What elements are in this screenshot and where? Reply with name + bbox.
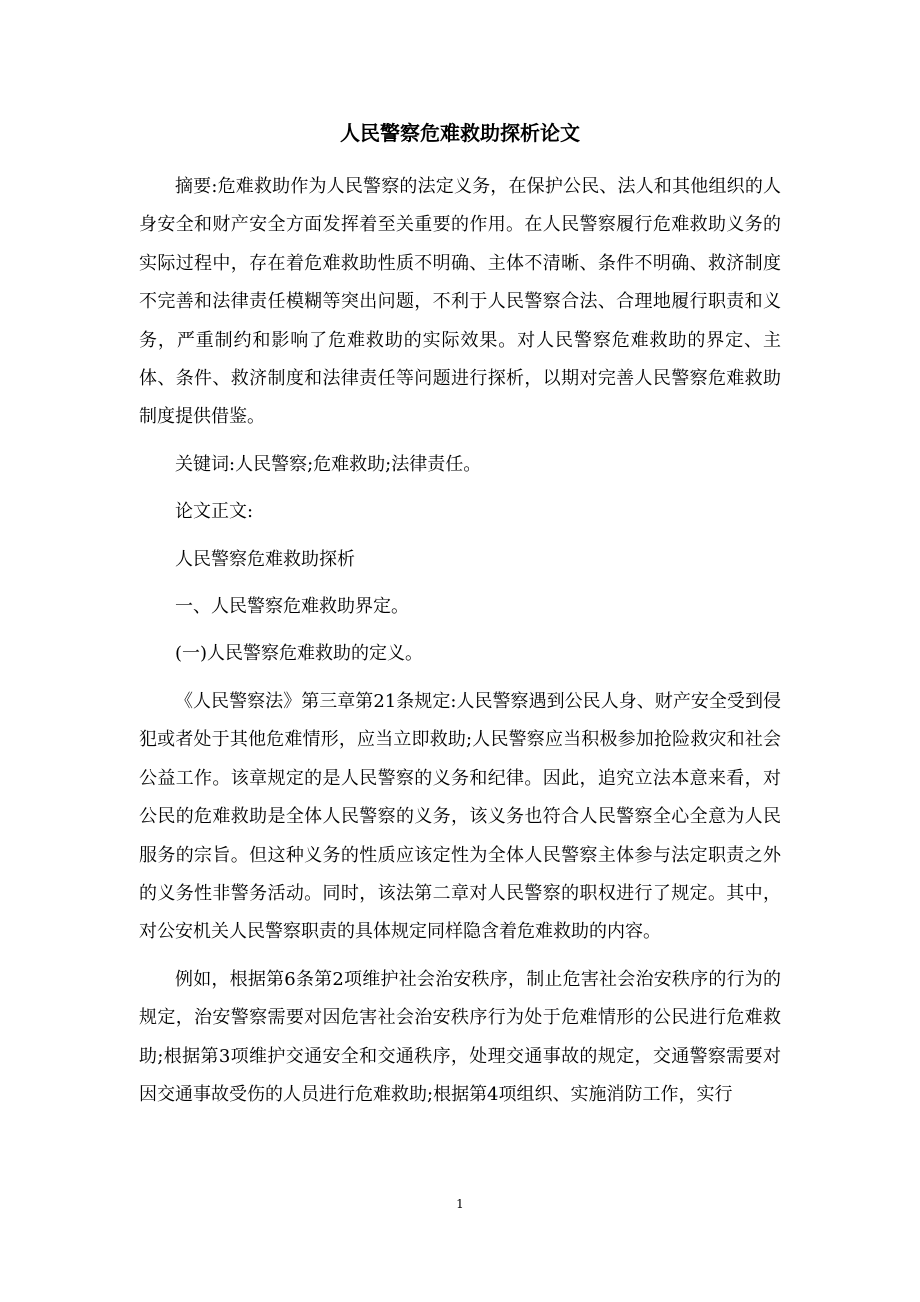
body-paragraph: 例如，根据第6条第2项维护社会治安秩序，制止危害社会治安秩序的行为的规定，治安警察需要对因危害社会治安秩序行为处于危难情形的公民进行危难救助;根据第3项维护交通安全和交通秩序，处理交通事故的规定，交通警察需要对因交通事故受伤的人员进行危难救助;根据第4项组织、实施消防工作，实行 xyxy=(139,968,781,1105)
abstract-paragraph: 摘要:危难救助作为人民警察的法定义务，在保护公民、法人和其他组织的人身安全和财产安全方面发挥着至关重要的作用。在人民警察履行危难救助义务的实际过程中，存在着危难救助性质不明确、主体不清晰、条件不明确、救济制度不完善和法律责任模糊等突出问题，不利于人民警察合法、合理地履行职责和义务，严重制约和影响了危难救助的实际效果。对人民警察危难救助的界定、主体、条件、救济制度和法律责任等问题进行探析，以期对完善人民警察危难救助制度提供借鉴。 xyxy=(139,176,781,428)
subtitle-paragraph: 人民警察危难救助探析 xyxy=(175,548,355,570)
document-title: 人民警察危难救助探析论文 xyxy=(340,121,580,145)
keywords-paragraph: 关键词:人民警察;危难救助;法律责任。 xyxy=(175,453,482,475)
body-label-paragraph: 论文正文: xyxy=(175,501,254,523)
document-body xyxy=(139,168,781,1114)
body-paragraph: 《人民警察法》第三章第21条规定:人民警察遇到公民人身、财产安全受到侵犯或者处于其他危难情形，应当立即救助;人民警察应当积极参加抢险救灾和社会公益工作。该章规定的是人民警察的义务和纪律。因此，追究立法本意来看，对公民的危难救助是全体人民警察的义务，该义务也符合人民警察全心全意为人民服务的宗旨。但这种义务的性质应该定性为全体人民警察主体参与法定职责之外的义务性非警务活动。同时，该法第二章对人民警察的职权进行了规定。其中，对公安机关人民警察职责的具体规定同样隐含着危难救助的内容。 xyxy=(139,690,781,943)
page-number: 1 xyxy=(456,1197,464,1211)
section-heading: 一、人民警察危难救助界定。 xyxy=(175,596,409,618)
subsection-heading: (一)人民警察危难救助的定义。 xyxy=(175,643,424,665)
